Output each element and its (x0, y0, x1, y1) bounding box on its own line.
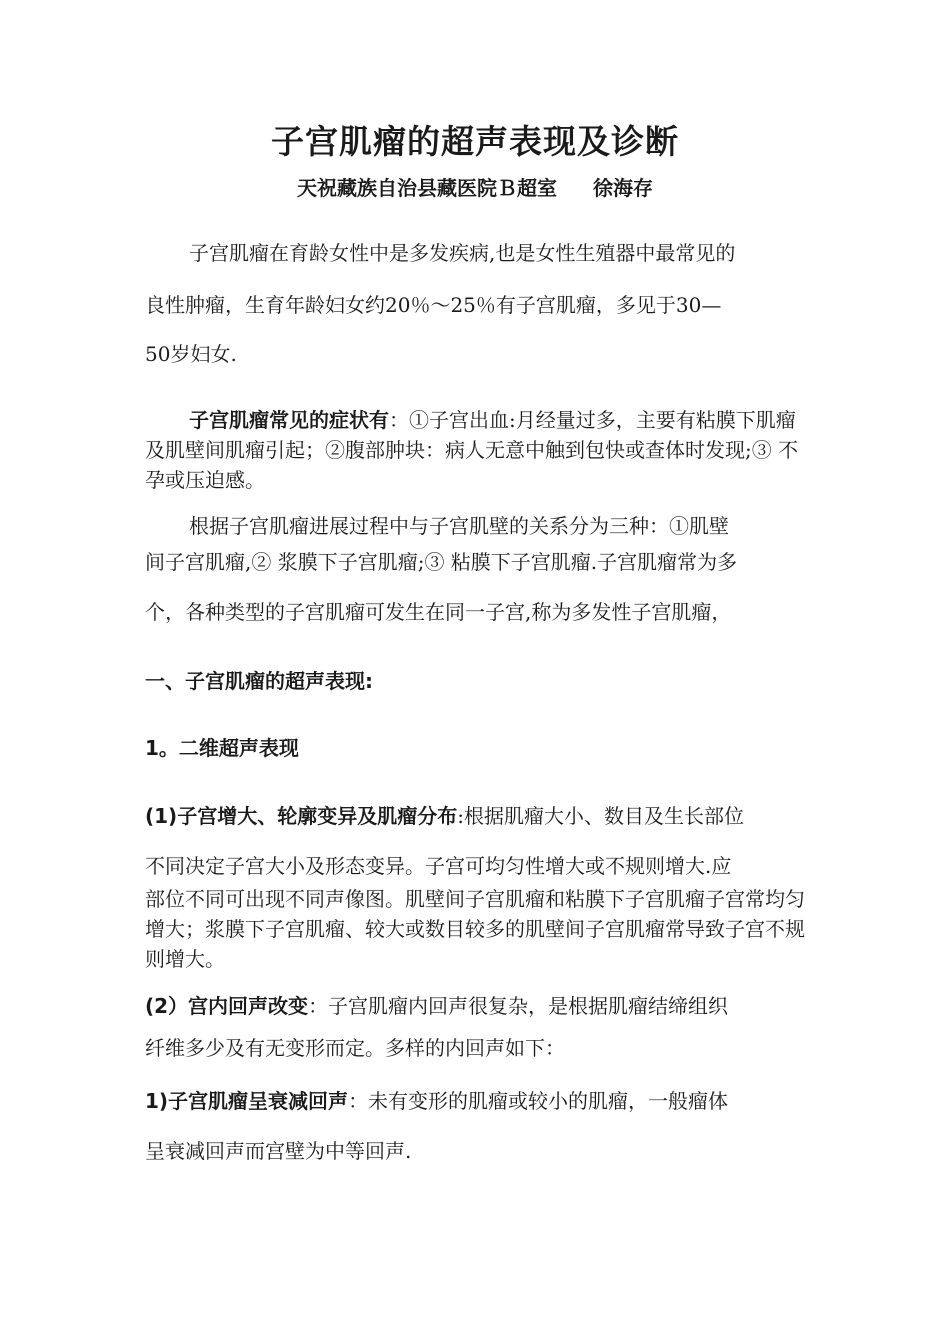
item-2-line-2: 纤维多少及有无变形而定。多样的内回声如下： (145, 1036, 565, 1060)
item-2-lead: (2）宫内回声改变 (145, 994, 309, 1018)
author-line (0, 172, 950, 204)
author-affiliation: 天祝藏族自治县藏医院Ｂ超室 (297, 176, 557, 200)
section-heading: 一、子宫肌瘤的超声表现: (145, 669, 373, 693)
classification-line-1: 根据子宫肌瘤进展过程中与子宫肌壁的关系分为三种：①肌壁 (189, 514, 729, 538)
intro-line-1: 子宫肌瘤在育龄女性中是多发疾病,也是女性生殖器中最常见的 (189, 241, 736, 265)
item-3-line-2: 呈衰减回声而宫壁为中等回声. (145, 1139, 412, 1163)
intro-line-2: 良性肿瘤，生育年龄妇女约20％～25％有子宫肌瘤，多见于30— (145, 293, 722, 317)
item-3-lead: 1)子宫肌瘤呈衰减回声 (145, 1089, 349, 1113)
item-3-line-1 (145, 1086, 805, 1116)
symptoms-lead: 子宫肌瘤常见的症状有 (189, 408, 389, 432)
item-3-text-1: ：未有变形的肌瘤或较小的肌瘤，一般瘤体 (348, 1089, 729, 1113)
item-1-text-1: :根据肌瘤大小、数目及生长部位 (457, 804, 744, 828)
author-name: 徐海存 (593, 176, 653, 200)
item-1-line-1 (145, 801, 805, 831)
subsection-heading: 1。二维超声表现 (145, 736, 299, 760)
symptoms-paragraph (145, 405, 805, 495)
item-1-rest: 部位不同可出现不同声像图。肌壁间子宫肌瘤和粘膜下子宫肌瘤子宫常均匀增大；浆膜下子宫肌瘤、较大或数目较多的肌壁间子宫肌瘤常导致子宫不规则增大。 (145, 887, 805, 971)
intro-line-3: 50岁妇女. (145, 342, 237, 366)
symptoms-text: ：①子宫出血:月经量过多，主要有粘膜下肌瘤及肌壁间肌瘤引起；②腹部肿块：病人无意中触到包快或查体时发现;③ 不孕或压迫感。 (145, 408, 799, 492)
document-title: 子宫肌瘤的超声表现及诊断 (271, 122, 679, 161)
classification-line-2: 间子宫肌瘤,② 浆膜下子宫肌瘤;③ 粘膜下子宫肌瘤.子宫肌瘤常为多 (145, 550, 738, 574)
item-1-line-2: 不同决定子宫大小及形态变异。子宫可均匀性增大或不规则增大.应 (145, 854, 732, 878)
classification-line-3: 个，各种类型的子宫肌瘤可发生在同一子宫,称为多发性子宫肌瘤， (145, 600, 732, 624)
item-2-line-1 (145, 991, 805, 1021)
item-2-text-1: ：子宫肌瘤内回声很复杂，是根据肌瘤结缔组织 (308, 994, 729, 1018)
item-1-lead: (1)子宫增大、轮廓变异及肌瘤分布 (145, 804, 458, 828)
